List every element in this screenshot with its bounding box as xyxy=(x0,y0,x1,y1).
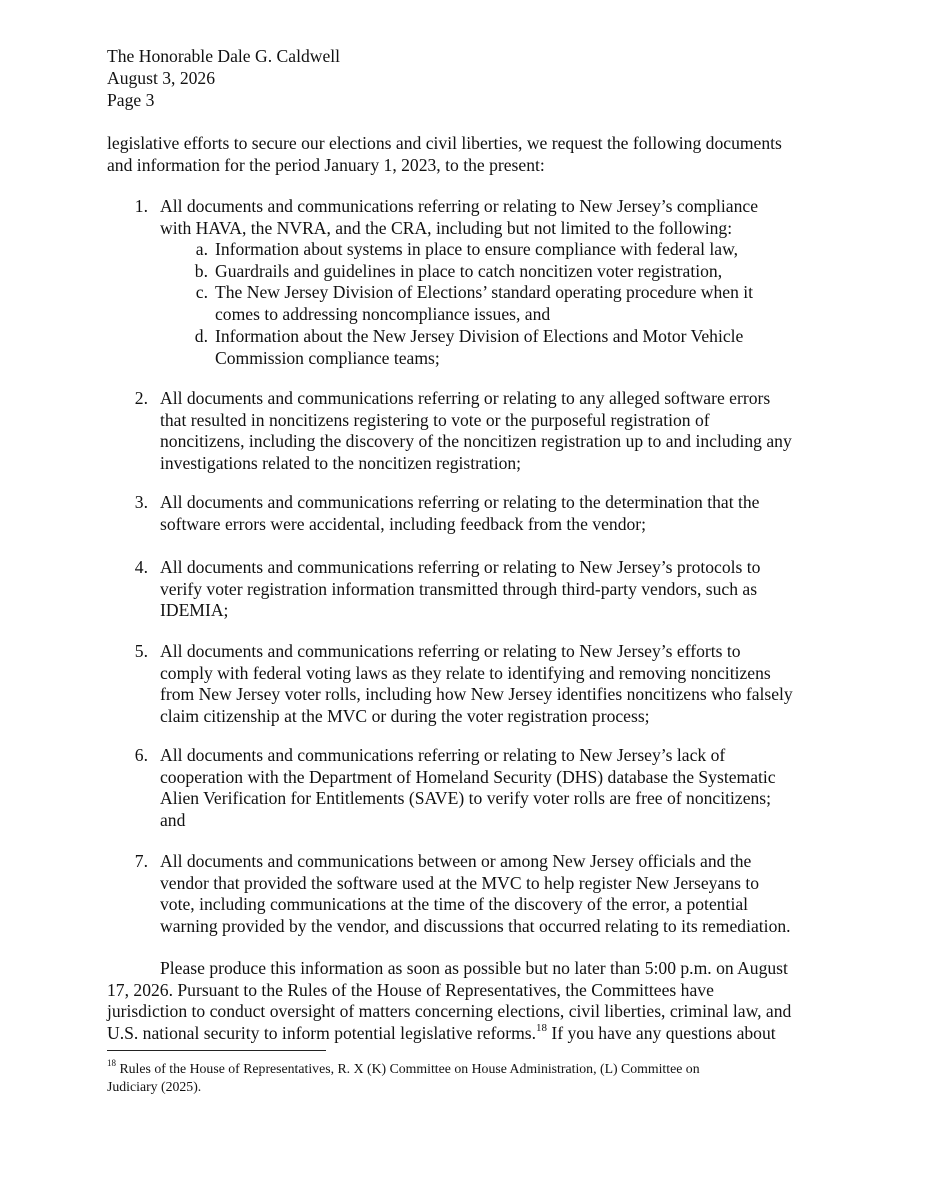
item-line: software errors were accidental, including feedback from the vendor; xyxy=(160,513,647,534)
footnote-divider xyxy=(107,1050,326,1051)
closing-text: U.S. national security to inform potential legislative reforms. xyxy=(107,1022,536,1043)
item-text xyxy=(160,745,776,831)
item-line: All documents and communications between or among New Jersey officials and the xyxy=(160,851,752,871)
item-number: 5. xyxy=(134,641,148,661)
item-text xyxy=(160,641,793,727)
letter-header xyxy=(107,46,340,111)
item-line: investigations related to the noncitizen registration; xyxy=(160,452,522,473)
item-line: noncitizens, including the discovery of the noncitizen registration up to and including any xyxy=(160,431,792,452)
item-text xyxy=(160,492,759,535)
item-line: claim citizenship at the MVC or during the voter registration process; xyxy=(160,705,650,726)
footnote-line xyxy=(107,1060,700,1078)
item-number: 7. xyxy=(134,851,148,871)
item-number: 6. xyxy=(134,745,148,765)
intro-paragraph xyxy=(107,133,782,176)
recipient-line: The Honorable Dale G. Caldwell xyxy=(107,46,341,66)
closing-paragraph xyxy=(107,958,791,1044)
item-line: verify voter registration information transmitted through third-party vendors, such as xyxy=(160,578,758,599)
item-line: All documents and communications referring or relating to any alleged software errors xyxy=(160,388,771,408)
item-text xyxy=(160,196,758,239)
item-line: All documents and communications referring or relating to New Jersey’s protocols to xyxy=(160,557,761,577)
subitem-letter: d. xyxy=(194,326,208,346)
item-line: with HAVA, the NVRA, and the CRA, including but not limited to the following: xyxy=(160,217,733,238)
item-line: that resulted in noncitizens registering to vote or the purposeful registration of xyxy=(160,409,710,430)
item-text xyxy=(160,851,791,937)
item-number: 1. xyxy=(134,196,148,216)
item-line: and xyxy=(160,809,186,830)
item-line: Commission compliance teams; xyxy=(215,347,440,368)
item-line: warning provided by the vendor, and discussions that occurred relating to its remediation. xyxy=(160,915,791,936)
item-line: vote, including communications at the time of the discovery of the error, a potential xyxy=(160,894,749,915)
item-line: All documents and communications referring or relating to New Jersey’s efforts to xyxy=(160,641,741,661)
item-line: All documents and communications referring or relating to New Jersey’s lack of xyxy=(160,745,726,765)
item-line: All documents and communications referring or relating to New Jersey’s compliance xyxy=(160,196,759,216)
footnote-reference: 18 xyxy=(536,1021,547,1034)
item-line: All documents and communications referring or relating to the determination that the xyxy=(160,492,760,512)
item-line: comply with federal voting laws as they relate to identifying and removing noncitizens xyxy=(160,662,771,683)
item-line: vendor that provided the software used at the MVC to help register New Jerseyans to xyxy=(160,872,760,893)
footnote-number: 18 xyxy=(107,1058,116,1069)
date-line: August 3, 2026 xyxy=(107,67,216,88)
intro-line: and information for the period January 1, 2023, to the present: xyxy=(107,154,545,175)
item-text xyxy=(160,557,760,622)
footnote-text: Rules of the House of Representatives, R. X (K) Committee on House Administration, (L) Committee on xyxy=(116,1061,700,1076)
closing-line-last xyxy=(107,1023,791,1045)
closing-line: jurisdiction to conduct oversight of matters concerning elections, civil liberties, criminal law, and xyxy=(107,1001,792,1022)
item-line: The New Jersey Division of Elections’ standard operating procedure when it xyxy=(215,282,754,302)
item-line: IDEMIA; xyxy=(160,600,229,621)
item-number: 2. xyxy=(134,388,148,408)
item-number: 4. xyxy=(134,557,148,577)
footnote-line: Judiciary (2025). xyxy=(107,1079,202,1094)
item-text xyxy=(160,388,792,474)
item-line: from New Jersey voter rolls, including how New Jersey identifies noncitizens who falsely xyxy=(160,684,793,705)
closing-line: 17, 2026. Pursuant to the Rules of the House of Representatives, the Committees have xyxy=(107,979,714,1000)
subitem-text xyxy=(215,326,743,369)
item-line: cooperation with the Department of Homeland Security (DHS) database the Systematic xyxy=(160,766,776,787)
subitem-text: Guardrails and guidelines in place to catch noncitizen voter registration, xyxy=(215,261,723,281)
subitem-text: Information about systems in place to ensure compliance with federal law, xyxy=(215,239,739,259)
footnote xyxy=(107,1060,700,1096)
item-line: Information about the New Jersey Division of Elections and Motor Vehicle xyxy=(215,326,744,346)
item-line: comes to addressing noncompliance issues, and xyxy=(215,303,551,324)
item-number: 3. xyxy=(134,492,148,512)
subitem-text xyxy=(215,282,753,325)
closing-text: If you have any questions about xyxy=(547,1022,776,1043)
item-line: Alien Verification for Entitlements (SAVE) to verify voter rolls are free of noncitizens; xyxy=(160,788,772,809)
subitem-letter: c. xyxy=(195,282,208,302)
subitem-letter: a. xyxy=(195,239,208,259)
subitem-letter: b. xyxy=(194,261,208,281)
closing-line: Please produce this information as soon as possible but no later than 5:00 p.m. on August xyxy=(160,958,788,978)
intro-line: legislative efforts to secure our elections and civil liberties, we request the following documents xyxy=(107,133,782,153)
page-number: Page 3 xyxy=(107,89,155,110)
